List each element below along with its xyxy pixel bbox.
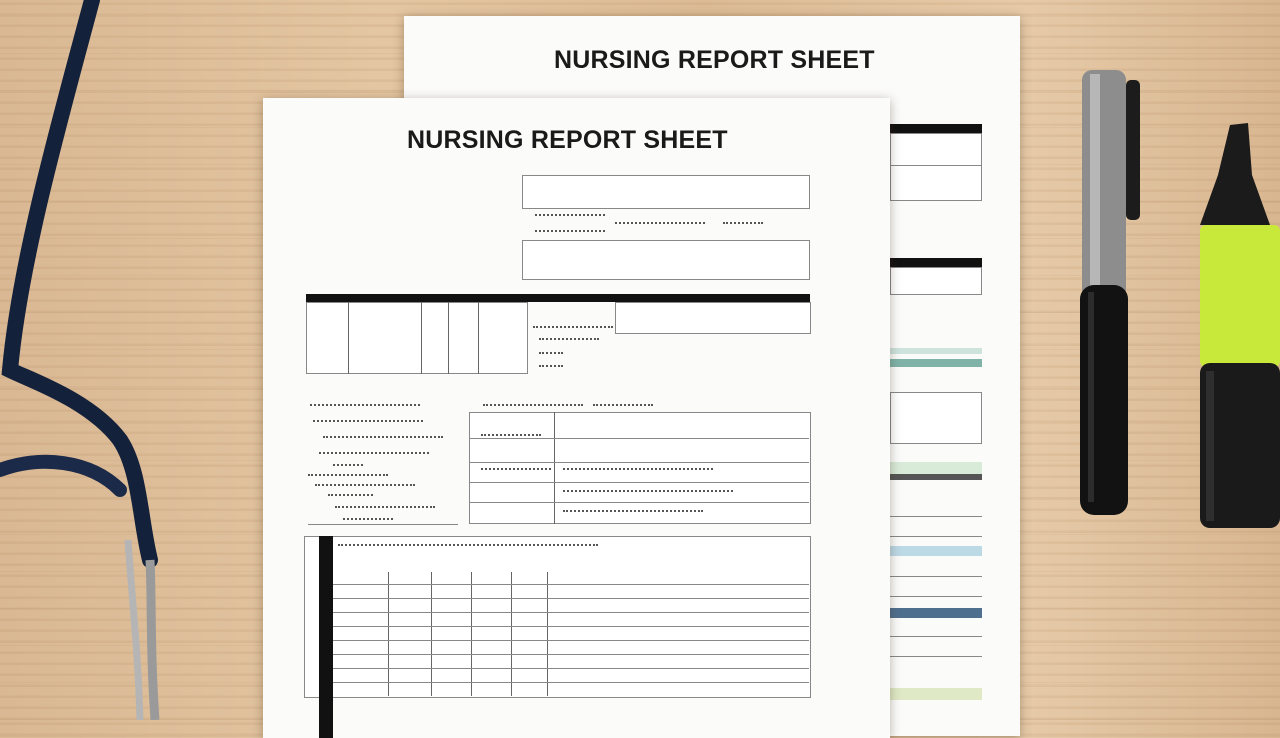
field-text (535, 214, 605, 216)
field-text (533, 326, 613, 328)
notes-table (304, 536, 811, 698)
assessment-text (333, 464, 363, 466)
med-text (563, 510, 703, 512)
field-text (723, 222, 763, 224)
back-color-band (890, 462, 982, 474)
field-text (535, 230, 605, 232)
back-color-band (890, 546, 982, 556)
back-rule (890, 656, 982, 657)
med-header-text (483, 404, 583, 406)
field-text (539, 365, 563, 367)
stethoscope (0, 0, 260, 720)
field-text (539, 352, 563, 354)
patient-name-box (522, 175, 810, 209)
notes-col (511, 572, 512, 696)
assessment-text (328, 494, 373, 496)
vitals-col (421, 302, 422, 374)
med-header-text (593, 404, 653, 406)
notes-col (471, 572, 472, 696)
field-text (539, 338, 599, 340)
assessment-text (343, 518, 393, 520)
back-color-band (890, 359, 982, 367)
back-rule (890, 636, 982, 637)
assessment-text (308, 474, 388, 476)
assessment-rule (308, 524, 458, 525)
back-grid-box (890, 392, 982, 444)
front-sheet-title: NURSING REPORT SHEET (407, 126, 728, 154)
med-col (554, 412, 555, 524)
med-text (563, 490, 733, 492)
field-text (615, 222, 705, 224)
pen (1070, 60, 1160, 530)
notes-col (547, 572, 548, 696)
back-rule (890, 516, 982, 517)
back-color-band (890, 688, 982, 700)
back-header-bar (890, 258, 982, 267)
notes-col (431, 572, 432, 696)
notes-row (333, 654, 809, 655)
notes-row (333, 584, 809, 585)
assessment-text (313, 420, 423, 422)
back-field-box (890, 165, 982, 201)
med-row (469, 482, 809, 483)
notes-row (333, 640, 809, 641)
notes-text (338, 544, 598, 546)
notes-row (333, 612, 809, 613)
med-text (481, 434, 541, 436)
patient-info-box (522, 240, 810, 280)
vitals-side-box (615, 302, 811, 334)
med-row (469, 438, 809, 439)
notes-row (333, 682, 809, 683)
vitals-table (306, 302, 528, 374)
vitals-col (448, 302, 449, 374)
back-header-bar (890, 124, 982, 133)
back-field-box (890, 133, 982, 167)
vitals-col (478, 302, 479, 374)
back-rule (890, 596, 982, 597)
med-text (563, 468, 713, 470)
back-color-band (890, 348, 982, 354)
highlighter (1190, 115, 1280, 535)
vitals-header-bar (306, 294, 810, 302)
med-row (469, 502, 809, 503)
notes-row (333, 626, 809, 627)
back-field-box (890, 267, 982, 295)
med-text (481, 468, 551, 470)
back-color-band (890, 608, 982, 618)
back-color-band (890, 474, 982, 480)
back-rule (890, 576, 982, 577)
back-sheet-title: NURSING REPORT SHEET (554, 46, 875, 74)
assessment-text (319, 452, 429, 454)
front-report-sheet (263, 98, 890, 738)
assessment-text (310, 404, 420, 406)
notes-side-bar (319, 536, 333, 738)
notes-row (333, 598, 809, 599)
vitals-col (348, 302, 349, 374)
assessment-text (315, 484, 415, 486)
back-rule (890, 536, 982, 537)
assessment-text (323, 436, 443, 438)
med-row (469, 462, 809, 463)
notes-col (388, 572, 389, 696)
assessment-text (335, 506, 435, 508)
notes-row (333, 668, 809, 669)
